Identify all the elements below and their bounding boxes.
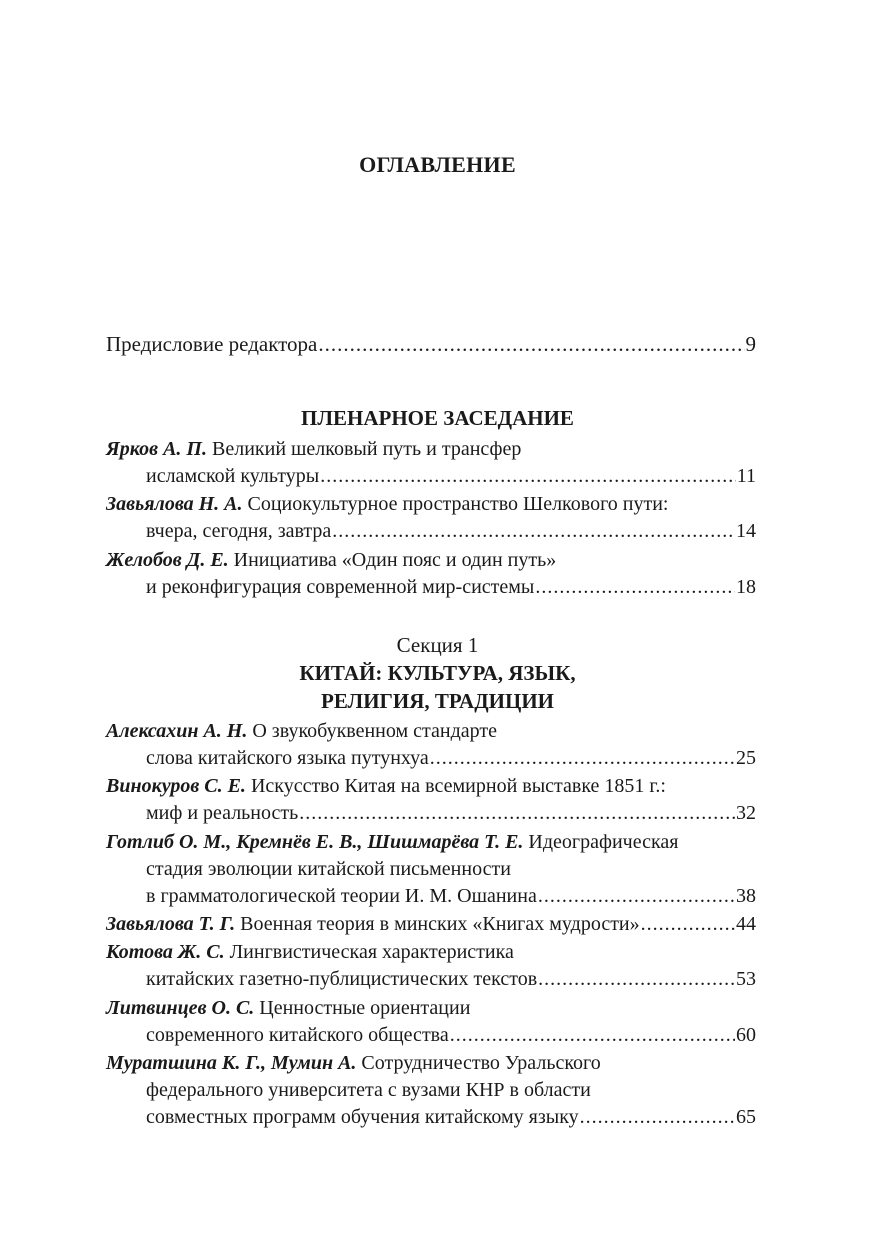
entry-title: и реконфигурация современной мир-системы (146, 576, 535, 598)
toc-entry-continuation[interactable] (146, 1021, 756, 1049)
dot-leader (450, 1021, 735, 1049)
entry-title: вчера, сегодня, завтра (146, 520, 332, 542)
page-number: 18 (736, 576, 756, 598)
entry-author: Желобов Д. Е. (106, 549, 229, 571)
page-number: 38 (736, 885, 756, 907)
entry-author: Ярков А. П. (106, 438, 207, 460)
toc-entry-continuation[interactable] (146, 882, 756, 910)
toc-entry[interactable] (106, 490, 756, 518)
toc-entry-preface[interactable] (106, 330, 756, 358)
dot-leader (318, 330, 744, 358)
page-number: 60 (736, 1024, 756, 1046)
section-heading-line2: РЕЛИГИЯ, ТРАДИЦИИ (321, 689, 554, 713)
entry-title: в грамматологической теории И. М. Ошанина (146, 885, 537, 907)
toc-entry[interactable] (106, 910, 756, 938)
entry-title: Инициатива «Один пояс и один путь» (233, 549, 557, 571)
toc-entry-continuation[interactable] (146, 462, 756, 490)
toc-entry-continuation[interactable] (146, 965, 756, 993)
entry-title: Великий шелковый путь и трансфер (212, 438, 522, 460)
page-number: 53 (736, 968, 756, 990)
entry-title: О звукобуквенном стандарте (252, 720, 498, 742)
entry-title: стадия эволюции китайской письменности (146, 858, 511, 880)
page-number: 25 (736, 747, 756, 769)
entry-author: Завьялова Н. А. (106, 493, 243, 515)
toc-entry[interactable] (106, 1049, 756, 1077)
entry-author: Винокуров С. Е. (106, 775, 246, 797)
entry-title: федерального университета с вузами КНР в области (146, 1079, 591, 1101)
entry-title: Социокультурное пространство Шелкового пути: (247, 493, 669, 515)
toc-entry-continuation[interactable] (146, 1076, 756, 1104)
toc-entry[interactable] (106, 435, 756, 463)
entry-title: Идеографическая (528, 831, 679, 853)
page-number: 32 (736, 802, 756, 824)
dot-leader (535, 573, 735, 601)
section-heading-plenary: ПЛЕНАРНОЕ ЗАСЕДАНИЕ (301, 406, 574, 430)
entry-title: миф и реальность (146, 802, 299, 824)
entry-title: Предисловие редактора (106, 332, 318, 356)
entry-author: Литвинцев О. С. (106, 997, 255, 1019)
entry-author: Готлиб О. М., Кремнёв Е. В., Шишмарёва Т. Е. (106, 831, 524, 853)
entry-title: Военная теория в минских «Книгах мудрости» (240, 913, 640, 935)
page-number: 9 (745, 332, 756, 356)
toc-entry[interactable] (106, 717, 756, 745)
entry-title: Сотрудничество Уральского (361, 1052, 601, 1074)
dot-leader (538, 882, 735, 910)
entry-title: Лингвистическая характеристика (229, 941, 514, 963)
toc-entry[interactable] (106, 828, 756, 856)
entry-author: Завьялова Т. Г. (106, 913, 236, 935)
entry-title: слова китайского языка путунхуа (146, 747, 429, 769)
entry-title: Ценностные ориентации (259, 997, 471, 1019)
toc-entry-continuation[interactable] (146, 517, 756, 545)
page-number: 14 (736, 520, 756, 542)
page-number: 65 (736, 1106, 756, 1128)
dot-leader (538, 965, 735, 993)
entry-title: китайских газетно-публицистических текстов (146, 968, 538, 990)
entry-author: Котова Ж. С. (106, 941, 225, 963)
dot-leader (430, 744, 735, 772)
toc-entry[interactable] (106, 994, 756, 1022)
toc-entry[interactable] (106, 772, 756, 800)
toc-entry[interactable] (106, 938, 756, 966)
page-title: ОГЛАВЛЕНИЕ (359, 152, 516, 177)
page-number: 11 (736, 465, 756, 487)
dot-leader (580, 1103, 735, 1131)
toc-entry-continuation[interactable] (146, 799, 756, 827)
toc-entry-continuation[interactable] (146, 573, 756, 601)
toc-entry-continuation[interactable] (146, 1103, 756, 1131)
entry-author: Алексахин А. Н. (106, 720, 248, 742)
entry-title: Искусство Китая на всемирной выставке 1851 г.: (250, 775, 666, 797)
dot-leader (299, 799, 735, 827)
toc-entry[interactable] (106, 546, 756, 574)
toc-entry-continuation[interactable] (146, 855, 756, 883)
toc-entry-continuation[interactable] (146, 744, 756, 772)
entry-author: Муратшина К. Г., Мумин А. (106, 1052, 357, 1074)
section-label: Секция 1 (396, 633, 479, 657)
page-number: 44 (736, 913, 756, 935)
entry-text (106, 910, 640, 938)
dot-leader (641, 910, 735, 938)
dot-leader (332, 517, 735, 545)
entry-title: совместных программ обучения китайскому языку (146, 1106, 579, 1128)
entry-title: современного китайского общества (146, 1024, 449, 1046)
section-heading-line1: КИТАЙ: КУЛЬТУРА, ЯЗЫК, (299, 661, 576, 685)
entry-title: исламской культуры (146, 465, 320, 487)
dot-leader (320, 462, 736, 490)
